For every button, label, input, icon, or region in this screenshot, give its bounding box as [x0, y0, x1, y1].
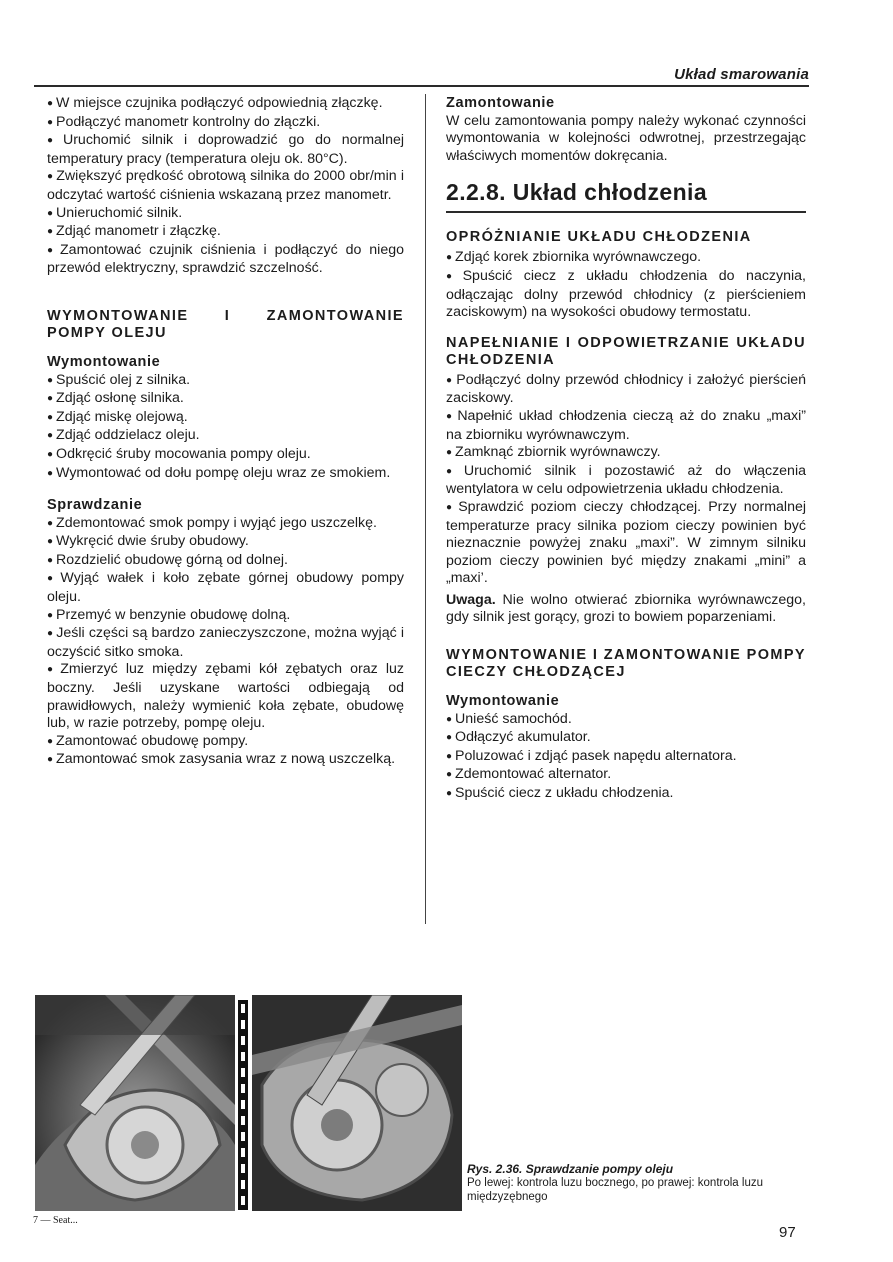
list-item: ● Uruchomić silnik i pozostawić aż do włączenia wentylatora w celu odpowietrzenia układu chłodzenia.	[446, 463, 806, 499]
list-item: ● Zamknąć zbiornik wyrównawczy.	[446, 444, 806, 463]
list-item: ● Zdjąć miskę olejową.	[47, 409, 404, 428]
list-item: ● Sprawdzić poziom cieczy chłodzącej. Przy normalnej temperaturze pracy silnika poziom cieczy powinien być nieznacznie powyżej znaku „maxi”. W zimnym silniku poziom cieczy powinien być między znakami „mini” a „maxi’.	[446, 499, 806, 588]
list-item: ● Unieruchomić silnik.	[47, 205, 404, 224]
list-item: ● Podłączyć manometr kontrolny do złączki.	[47, 114, 404, 133]
list-item: ● Zamontować obudowę pompy.	[47, 733, 404, 752]
list-item: ● Rozdzielić obudowę górną od dolnej.	[47, 552, 404, 571]
list-item: ● Zdjąć osłonę silnika.	[47, 390, 404, 409]
column-divider	[425, 94, 426, 924]
subsection-title-install: Zamontowanie	[446, 95, 555, 111]
list-item: ● Zdemontować smok pompy i wyjąć jego uszczelkę.	[47, 515, 404, 534]
section-title-oil-pump: WYMONTOWANIE I ZAMONTOWANIE POMPY OLEJU	[47, 307, 404, 341]
list-item: ● Zamontować smok zasysania wraz z nową uszczelką.	[47, 751, 404, 770]
list-item: ● Podłączyć dolny przewód chłodnicy i założyć pierścień zaciskowy.	[446, 372, 806, 408]
list-item: ● Zdemontować alternator.	[446, 766, 806, 785]
list-item: ● Unieść samochód.	[446, 711, 806, 730]
list-item: ● Zamontować czujnik ciśnienia i podłączyć do niego przewód elektryczny, sprawdzić szczelność.	[47, 242, 404, 278]
caption-title: Rys. 2.36. Sprawdzanie pompy oleju	[467, 1162, 674, 1176]
photo-side-clearance-check	[35, 995, 235, 1211]
list-item: ● Spuścić olej z silnika.	[47, 372, 404, 391]
section-title-fill: NAPEŁNIANIE I ODPOWIETRZANIE UKŁADU CHŁODZENIA	[446, 334, 806, 368]
chapter-heading: 2.2.8. Układ chłodzenia	[446, 179, 708, 206]
figure-caption	[467, 1162, 807, 1204]
list-item: ● Zdjąć manometr i złączkę.	[47, 223, 404, 242]
list-item: ● Napełnić układ chłodzenia cieczą aż do znaku „maxi” na zbiorniku wyrównawczym.	[446, 408, 806, 444]
list-item: ● Odłączyć akumulator.	[446, 729, 806, 748]
left-column	[47, 95, 404, 770]
list-item: ● Poluzować i zdjąć pasek napędu alternatora.	[446, 748, 806, 767]
list-item: ● Wyjąć wałek i koło zębate górnej obudowy pompy oleju.	[47, 570, 404, 606]
list-item: ● Uruchomić silnik i doprowadzić go do normalnej temperatury pracy (temperatura oleju ok. 80°C).	[47, 132, 404, 168]
list-item: ● Przemyć w benzynie obudowę dolną.	[47, 607, 404, 626]
page-number: 97	[779, 1224, 796, 1241]
list-item: ● Spuścić ciecz z układu chłodzenia do naczynia, odłączając dolny przewód chłodnicy (z pierścieniem zaciskowym) na wysokości obudowy termostatu.	[446, 268, 806, 322]
warning-label: Uwaga.	[446, 591, 496, 608]
list-item: ● Wykręcić dwie śruby obudowy.	[47, 533, 404, 552]
list-item: ● Odkręcić śruby mocowania pompy oleju.	[47, 446, 404, 465]
list-item: ● Zwiększyć prędkość obrotową silnika do 2000 obr/min i odczytać wartość ciśnienia wskazaną przez manometr.	[47, 168, 404, 204]
section-title-coolant-pump: WYMONTOWANIE I ZAMONTOWANIE POMPY CIECZY CHŁODZĄCEJ	[446, 647, 806, 681]
section-title-drain: OPRÓŻNIANIE UKŁADU CHŁODZENIA	[446, 229, 752, 246]
header-rule	[34, 85, 809, 87]
film-strip-divider	[238, 1000, 248, 1210]
warning-note	[446, 592, 806, 627]
warning-text: Nie wolno otwierać zbiornika wyrównawczego, gdy silnik jest gorący, grozi to bowiem poparzeniami.	[446, 591, 806, 626]
subsection-title-pump-removal: Wymontowanie	[446, 693, 560, 710]
install-text: W celu zamontowania pompy należy wykonać czynności wymontowania w kolejności odwrotnej, przestrzegając właściwych momentów dokręcania.	[446, 112, 806, 164]
caption-text: Po lewej: kontrola luzu bocznego, po prawej: kontrola luzu międzyzębnego	[467, 1177, 763, 1203]
list-item: ● Zmierzyć luz między zębami kół zębatych oraz luz boczny. Jeśli uzyskane wartości odbiegają od prawidłowych, należy wymienić koła zębate, obudowę lub, w razie potrzeby, pompę oleju.	[47, 661, 404, 732]
list-item: ● Zdjąć korek zbiornika wyrównawczego.	[446, 249, 806, 268]
list-item: ● W miejsce czujnika podłączyć odpowiednią złączkę.	[47, 95, 404, 114]
subsection-title-check: Sprawdzanie	[47, 497, 143, 514]
list-item: ● Zdjąć oddzielacz oleju.	[47, 427, 404, 446]
list-item: ● Jeśli części są bardzo zanieczyszczone, można wyjąć i oczyścić sitko smoka.	[47, 625, 404, 661]
right-column	[446, 95, 806, 804]
photo-backlash-check	[252, 995, 462, 1211]
list-item: ● Wymontować od dołu pompę oleju wraz ze smokiem.	[47, 465, 404, 484]
running-header: Układ smarowania	[674, 66, 809, 83]
subsection-title-removal: Wymontowanie	[47, 353, 161, 370]
footer-signature: 7 — Seat...	[33, 1215, 78, 1226]
list-item: ● Spuścić ciecz z układu chłodzenia.	[446, 785, 806, 804]
